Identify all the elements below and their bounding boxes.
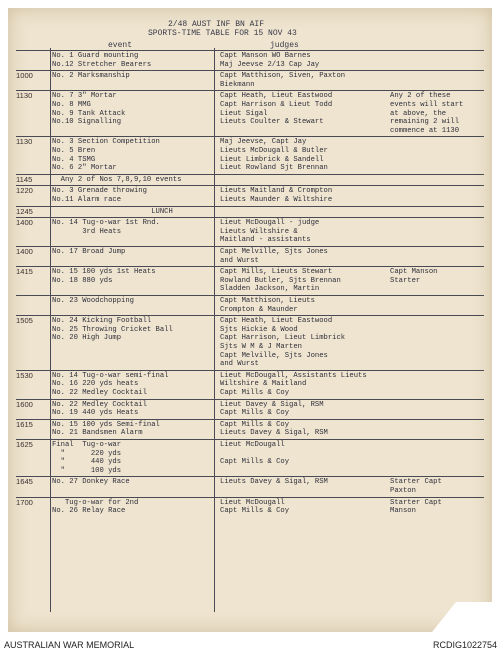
judges-line: Capt Harrison, Lieut Limbrick [220, 334, 346, 343]
row-judges [220, 92, 392, 126]
judges-line: Capt Matthison, Lieuts [220, 297, 315, 305]
judges-line: Lieuts Davey & Sigal, RSM [220, 429, 328, 438]
judges-line: Lieuts Wiltshire & [220, 227, 298, 236]
row-judges [220, 187, 392, 204]
row-judges [220, 219, 392, 245]
row-time: 1645 [16, 477, 33, 487]
event-line: No. 15 100 yds 1st Heats [52, 268, 156, 277]
row-divider [16, 476, 484, 477]
judges-line: Lieut McDougall [220, 441, 285, 449]
event-line: No. 8 MMG [52, 100, 91, 109]
row-notes [390, 92, 490, 135]
footer [0, 638, 501, 654]
event-line: No. 14 Tug-o-war semi-final [52, 371, 169, 380]
event-line: No. 22 Medley Cocktail [52, 400, 147, 409]
row-divider [16, 419, 484, 420]
note-line: Starter [390, 276, 421, 285]
judges-line: and Wurst [220, 256, 259, 265]
event-line: No. 1 Guard mounting [52, 52, 139, 60]
row-time: 1220 [16, 186, 33, 196]
event-line: No.10 Signalling [52, 118, 122, 127]
row-divider [16, 370, 484, 371]
judges-line: Maitland - assistants [220, 236, 311, 245]
row-divider [16, 439, 484, 440]
timetable-row [8, 441, 492, 478]
event-line: No. 22 Medley Cocktail [52, 388, 147, 397]
row-judges [220, 72, 392, 89]
note-line: Starter Capt [390, 498, 442, 507]
event-line: No. 7 3" Mortar [52, 92, 117, 101]
row-divider [16, 246, 484, 247]
event-line: " 100 yds [52, 466, 122, 475]
row-time: 1000 [16, 71, 33, 81]
event-line: No. 18 880 yds [52, 276, 113, 285]
timetable-row [8, 297, 492, 317]
note-line: events will start [390, 100, 464, 109]
judges-line: Capt Mills & Coy [220, 458, 290, 467]
event-line: Final Tug-o-war [52, 441, 122, 449]
row-event [52, 92, 222, 126]
row-judges [220, 372, 392, 398]
note-line: Manson [390, 507, 416, 516]
row-notes [390, 478, 490, 495]
event-line: No. 20 High Jump [52, 334, 122, 343]
event-line: No. 3 Section Competition [52, 138, 160, 147]
row-time: 1400 [16, 247, 33, 256]
event-line: No. 2 Marksmanship [52, 72, 130, 81]
row-event [52, 499, 222, 516]
judges-line: Capt Heath, Lieut Eastwood [220, 317, 333, 326]
event-line: No. 6 2" Mortar [52, 164, 117, 173]
judges-line: and Wurst [220, 360, 259, 369]
footer-source: AUSTRALIAN WAR MEMORIAL [4, 640, 135, 650]
event-line: No. 21 Bandsmen Alarm [52, 429, 143, 438]
event-line: No. 24 Kicking Football [52, 317, 152, 326]
doc-title-line1: 2/48 AUST INF BN AIF [168, 20, 265, 29]
event-line: 3rd Heats [52, 227, 122, 236]
row-divider [16, 70, 484, 71]
timetable-row [8, 187, 492, 207]
judges-line: Capt Mills & Coy [220, 388, 290, 397]
row-event [52, 208, 222, 217]
judges-line: Lieut Limbrick & Sandell [220, 155, 324, 164]
event-line: No. 15 100 yds Semi-final [52, 420, 160, 429]
timetable-row [8, 248, 492, 268]
judges-line: Capt Manson WO Barnes [220, 52, 311, 60]
column-header-event: event [108, 41, 133, 50]
row-time: 1400 [16, 218, 33, 228]
row-divider [16, 50, 484, 51]
judges-line: Capt Heath, Lieut Eastwood [220, 92, 333, 101]
row-time: 1600 [16, 399, 33, 409]
event-line: No. 4 TSMG [52, 155, 96, 164]
event-line: No. 14 Tug-o-war 1st Rnd. [52, 219, 160, 228]
note-line: at above, the [390, 109, 447, 118]
row-judges [220, 268, 392, 294]
row-event [52, 441, 222, 475]
event-line: No. 3 Grenade throwing [52, 187, 147, 196]
timetable-row [8, 401, 492, 421]
row-notes [390, 499, 490, 516]
event-line: No. 19 440 yds Heats [52, 409, 139, 418]
judges-line: Lieut Sigal [220, 109, 268, 118]
event-line: No. 27 Donkey Race [52, 478, 130, 487]
row-time: 1145 [16, 174, 33, 184]
judges-line: Lieut McDougall [220, 498, 285, 507]
judges-line: Lieut Rowland Sjt Brennan [220, 164, 328, 173]
row-divider [16, 185, 484, 186]
row-time: 1130 [16, 91, 33, 101]
event-line: No.12 Stretcher Bearers [52, 60, 152, 69]
note-line: Capt Manson [390, 268, 438, 277]
row-event [52, 401, 222, 418]
event-line: No. 23 Woodchopping [52, 297, 134, 305]
row-event [52, 52, 222, 69]
row-event [52, 478, 222, 487]
row-divider [16, 217, 484, 218]
row-divider [16, 174, 484, 175]
judges-line: Biekmann [220, 80, 255, 89]
judges-line: Lieuts Maitland & Crompton [220, 187, 333, 196]
row-divider [16, 90, 484, 91]
timetable-row [8, 268, 492, 297]
event-line: No. 16 220 yds heats [52, 380, 139, 389]
row-event [52, 187, 222, 204]
column-header-judges: judges [270, 41, 299, 50]
note-line: Paxton [390, 486, 416, 495]
judges-line: Sladden Jackson, Martin [220, 285, 320, 294]
judges-line: Maj Jeevse 2/13 Cap Jay [220, 60, 320, 69]
row-time: 1625 [16, 440, 33, 449]
row-event [52, 248, 222, 257]
judges-line: Capt Mills, Lieuts Stewart [220, 268, 333, 277]
doc-title-line2: SPORTS-TIME TABLE FOR 15 NOV 43 [148, 29, 297, 38]
event-line: No. 17 Broad Jump [52, 248, 126, 256]
row-event [52, 138, 222, 172]
row-judges [220, 248, 392, 265]
row-event [52, 72, 222, 81]
judges-line: Lieuts Davey & Sigal, RSM [220, 478, 328, 487]
row-judges [220, 317, 392, 369]
event-line: Tug-o-war for 2nd [52, 498, 139, 507]
timetable-row [8, 421, 492, 441]
row-event [52, 176, 222, 185]
row-judges [220, 401, 392, 418]
event-line: No.11 Alarm race [52, 195, 122, 204]
row-time: 1505 [16, 316, 33, 326]
event-line: " 220 yds [52, 449, 122, 458]
event-line: Any 2 of Nos 7,8,9,10 events [52, 175, 182, 184]
event-line: No. 25 Throwing Cricket Ball [52, 325, 173, 334]
timetable-row [8, 317, 492, 372]
note-line: Starter Capt [390, 478, 442, 487]
row-divider [16, 399, 484, 400]
judges-line [220, 450, 392, 459]
row-event [52, 219, 222, 236]
row-time: 1700 [16, 497, 33, 507]
judges-line: Lieuts McDougall & Butler [220, 146, 328, 155]
judges-line: Capt Harrison & Lieut Todd [220, 100, 333, 109]
row-judges [220, 297, 392, 314]
judges-line: Maj Jeevse, Capt Jay [220, 138, 307, 147]
row-judges [220, 499, 392, 516]
note-line: commence at 1130 [390, 126, 460, 135]
timetable-row [8, 372, 492, 401]
event-line: No. 9 Tank Attack [52, 109, 126, 118]
row-divider [16, 266, 484, 267]
row-time: 1245 [16, 206, 33, 216]
judges-line: Capt Mills & Coy [220, 420, 290, 429]
judges-line: Crompton & Maunder [220, 305, 298, 314]
row-judges [220, 421, 392, 438]
judges-line: Rowland Butler, Sjts Brennan [220, 276, 341, 285]
row-time: 1530 [16, 370, 33, 380]
row-divider [16, 136, 484, 137]
judges-line: Capt Mills & Coy [220, 507, 290, 516]
judges-line: Lieuts Maunder & Wiltshire [220, 195, 333, 204]
timetable-row [8, 478, 492, 498]
judges-line: Capt Melville, Sjts Jones [220, 351, 328, 360]
judges-line: Capt Mills & Coy [220, 409, 290, 418]
footer-reference: RCDIG1022754 [432, 640, 497, 650]
row-event [52, 268, 222, 285]
event-line: LUNCH [52, 207, 173, 216]
row-time: 1615 [16, 419, 33, 429]
note-line: remaining 2 will [390, 118, 460, 127]
row-time: 1415 [16, 267, 33, 277]
event-line: No. 5 Bren [52, 146, 96, 155]
row-event [52, 297, 222, 306]
row-divider [16, 497, 484, 498]
timetable-row [8, 219, 492, 248]
row-time: 1130 [16, 137, 33, 147]
row-event [52, 372, 222, 398]
row-divider [16, 295, 484, 296]
document-page [8, 8, 492, 632]
judges-line: Lieuts Coulter & Stewart [220, 118, 324, 127]
row-judges [220, 52, 392, 69]
row-divider [16, 206, 484, 207]
row-event [52, 421, 222, 438]
row-judges [220, 478, 392, 487]
row-event [52, 317, 222, 343]
timetable-row [8, 138, 492, 175]
event-line: " 440 yds [52, 458, 122, 467]
judges-line: Lieut McDougall - judge [220, 219, 320, 228]
judges-line: Sjts Hickie & Wood [220, 325, 298, 334]
note-line: Any 2 of these [390, 92, 451, 101]
judges-line: Wiltshire & Maitland [220, 380, 307, 389]
judges-line: Lieut McDougall, Assistants Lieuts [220, 371, 367, 380]
judges-line: Sjts W M & J Marten [220, 342, 302, 351]
event-line: No. 26 Relay Race [52, 507, 126, 516]
timetable-row [8, 52, 492, 72]
judges-line: Capt Melville, Sjts Jones [220, 248, 328, 256]
timetable-row [8, 92, 492, 138]
row-divider [16, 315, 484, 316]
judges-line: Lieut Davey & Sigal, RSM [220, 400, 324, 409]
row-notes [390, 268, 490, 285]
timetable-row [8, 72, 492, 92]
row-judges [220, 441, 392, 467]
timetable-row [8, 499, 492, 519]
row-judges [220, 138, 392, 172]
judges-line: Capt Matthison, Siven, Paxton [220, 72, 346, 81]
